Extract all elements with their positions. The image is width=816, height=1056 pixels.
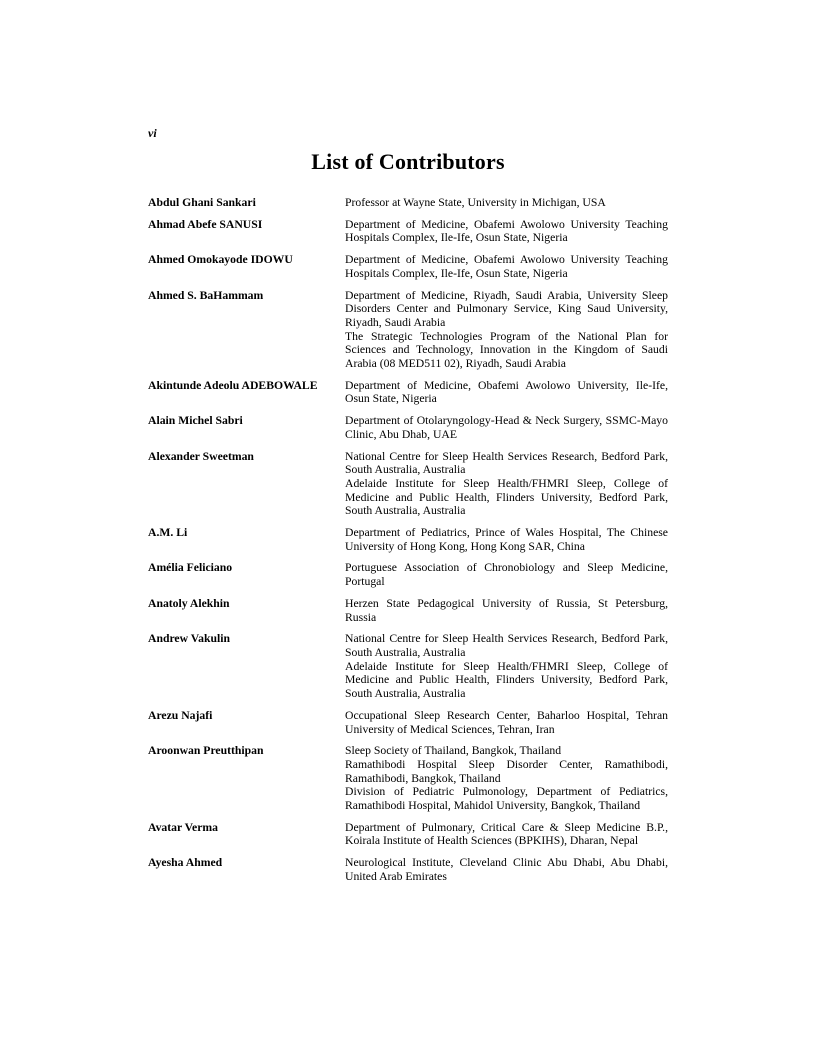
affiliation-text: Ramathibodi Hospital Sleep Disorder Center, Ramathibodi, Ramathibodi, Bangkok, Thailand [345,757,668,785]
contributor-name: Anatoly Alekhin [148,596,230,610]
contributor-name: A.M. Li [148,526,188,540]
contributor-affiliations [345,218,668,245]
contributor-row [148,450,668,519]
contributor-name: Ahmed Omokayode IDOWU [148,253,293,267]
contributor-row [148,597,668,624]
contributor-row [148,561,668,588]
contributor-list [148,196,668,884]
contributor-name: Alain Michel Sabri [148,414,243,428]
contributor-affiliations [345,709,668,736]
contributor-affiliations [345,450,668,519]
contributor-affiliations [345,196,668,210]
contributor-name: Andrew Vakulin [148,632,230,646]
affiliation-text: Department of Medicine, Riyadh, Saudi Arabia, University Sleep Disorders Center and Pulmonary Service, King Saud University, Riyadh, Saudi Arabia [345,288,668,329]
contributor-affiliations [345,856,668,883]
contributor-affiliations [345,821,668,848]
affiliation-text: Herzen State Pedagogical University of Russia, St Petersburg, Russia [345,596,668,624]
contributor-name: Avatar Verma [148,820,219,834]
affiliation-text: Occupational Sleep Research Center, Baharloo Hospital, Tehran University of Medical Sciences, Tehran, Iran [345,708,668,736]
contributor-affiliations [345,379,668,406]
affiliation-text: National Centre for Sleep Health Services Research, Bedford Park, South Australia, Australia [345,449,668,477]
contributor-name: Aroonwan Preutthipan [148,744,264,758]
affiliation-text: Sleep Society of Thailand, Bangkok, Thailand [345,744,562,758]
contributor-name: Ahmad Abefe SANUSI [148,217,263,231]
contributor-row [148,196,668,210]
affiliation-text: Professor at Wayne State, University in Michigan, USA [345,196,606,209]
contributor-row [148,379,668,406]
affiliation-text: Portuguese Association of Chronobiology and Sleep Medicine, Portugal [345,561,668,589]
contributor-affiliations [345,632,668,701]
affiliation-text: Department of Medicine, Obafemi Awolowo University Teaching Hospitals Complex, Ile-Ife, Osun State, Nigeria [345,253,668,280]
affiliation-text: Department of Otolaryngology-Head & Neck Surgery, SSMC-Mayo Clinic, Abu Dhab, UAE [345,414,668,441]
contributor-name: Ayesha Ahmed [148,856,223,870]
contributor-row [148,526,668,553]
affiliation-text: Adelaide Institute for Sleep Health/FHMRI Sleep, College of Medicine and Public Health, Flinders University, Bedford Park, South Australia, Australia [345,659,668,701]
contributor-name: Alexander Sweetman [148,449,254,463]
affiliation-text: National Centre for Sleep Health Services Research, Bedford Park, South Australia, Australia [345,632,668,659]
contributor-affiliations [345,526,668,553]
contributor-row [148,414,668,441]
affiliation-text: Neurological Institute, Cleveland Clinic Abu Dhabi, Abu Dhabi, United Arab Emirates [345,856,668,883]
contributor-name: Akintunde Adeolu ADEBOWALE [148,378,318,392]
affiliation-text: Adelaide Institute for Sleep Health/FHMRI Sleep, College of Medicine and Public Health, Flinders University, Bedford Park, South Australia, Australia [345,476,668,518]
contributor-name: Amélia Feliciano [148,561,233,575]
contributor-affiliations [345,289,668,371]
contributor-name: Ahmed S. BaHammam [148,288,264,302]
contributor-affiliations [345,253,668,280]
contributor-name: Arezu Najafi [148,708,213,722]
affiliation-text: Department of Pulmonary, Critical Care & Sleep Medicine B.P., Koirala Institute of Health Sciences (BPKIHS), Dharan, Nepal [345,820,668,848]
contributor-affiliations [345,744,668,813]
affiliation-text: Department of Pediatrics, Prince of Wales Hospital, The Chinese University of Hong Kong, Hong Kong SAR, China [345,526,668,553]
page-title: List of Contributors [311,149,505,174]
contributor-row [148,632,668,701]
affiliation-text: Division of Pediatric Pulmonology, Department of Pediatrics, Ramathibodi Hospital, Mahidol University, Bangkok, Thailand [345,785,668,813]
affiliation-text: Department of Medicine, Obafemi Awolowo University Teaching Hospitals Complex, Ile-Ife, Osun State, Nigeria [345,217,668,245]
contributor-row [148,218,668,245]
contributor-row [148,744,668,813]
contributor-affiliations [345,414,668,441]
page-number: vi [148,126,157,140]
contributor-affiliations [345,561,668,588]
contributor-row [148,709,668,736]
affiliation-text: Department of Medicine, Obafemi Awolowo University, Ile-Ife, Osun State, Nigeria [345,378,668,406]
contributor-row [148,253,668,280]
contributor-row [148,856,668,883]
contributor-affiliations [345,597,668,624]
contributor-name: Abdul Ghani Sankari [148,196,256,209]
contributor-row [148,289,668,371]
contributor-row [148,821,668,848]
affiliation-text: The Strategic Technologies Program of the National Plan for Sciences and Technology, Innovation in the Kingdom of Saudi Arabia (08 MED511 02), Riyadh, Saudi Arabia [345,329,668,371]
